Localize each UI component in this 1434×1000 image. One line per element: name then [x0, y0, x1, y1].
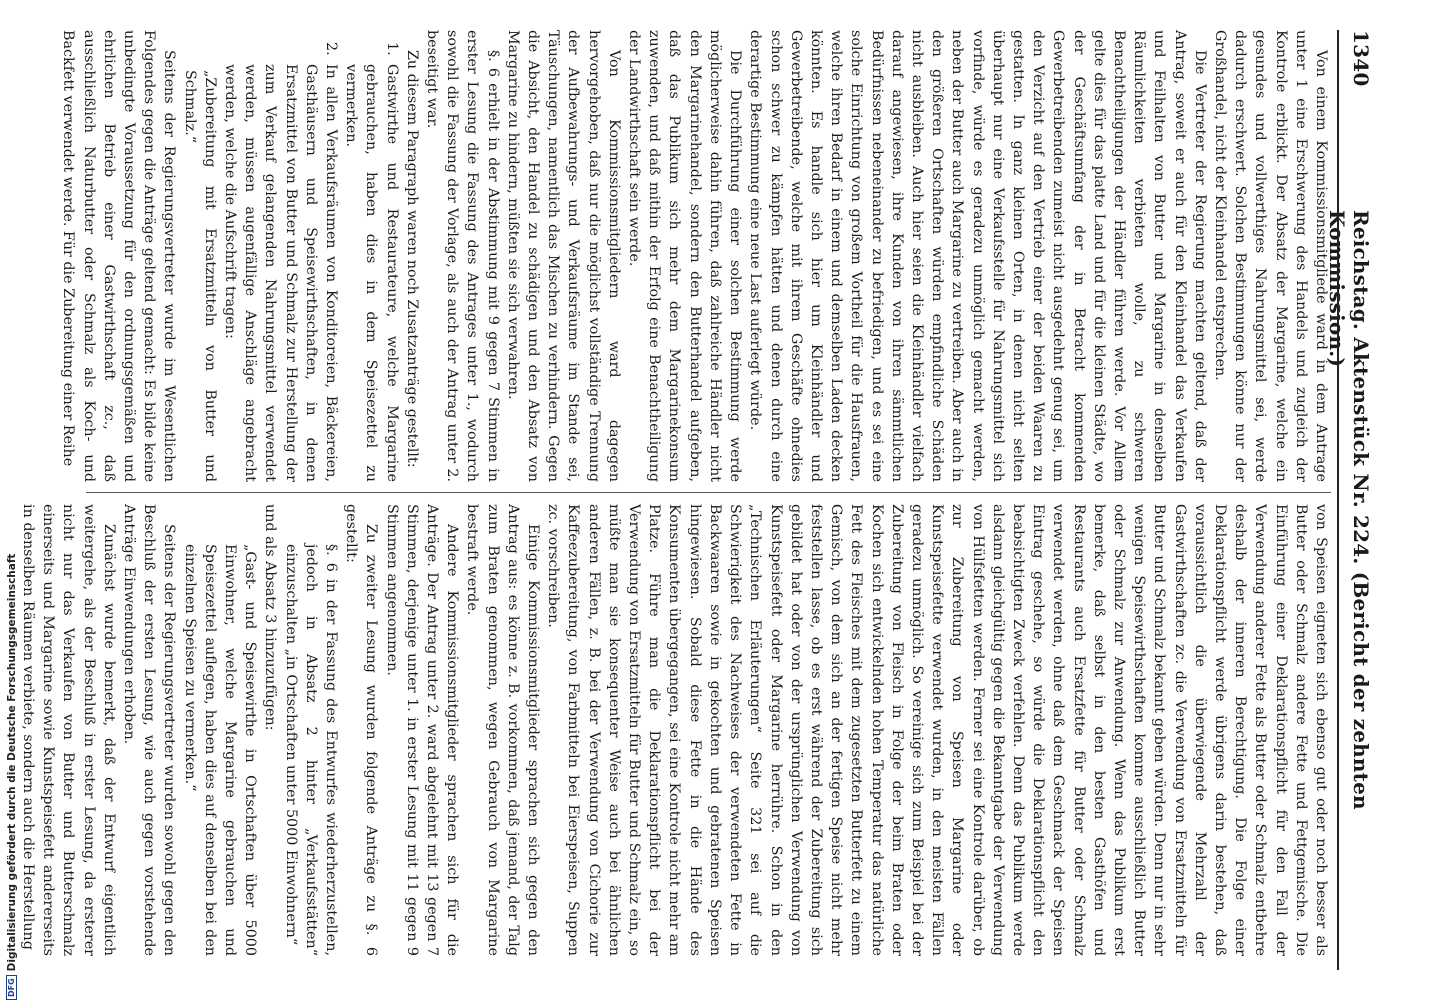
column-divider [86, 492, 1331, 493]
paragraph: §. 6 erhielt in der Abstimmung mit 9 gegen 7 Stimmen in erster Lesung die Fassung des Antrages unter 1., wodurch sowohl die Fassung der Vorlage, als auch der Antrag unter 2. beseitigt war. [424, 30, 501, 482]
footer-text: Digitalisierung gefördert durch die Deutsche Forschungsgemeinschaft [6, 553, 18, 972]
paragraph: Von einem Kommissionsmitgliede ward in dem Antrage unter 1 eine Erschwerung des Handels und zugleich der Kontrole erblickt. Der Absatz der Margarine, welche ein gesundes und vollwerthiges Nahrungsmittel sei, werde dadurch erschwert. Solchen Bestimmungen könne nur der Großhandel, nicht der Kleinhandel entsprechen. [1211, 30, 1329, 482]
paragraph: Seitens der Regierungsvertreter wurde im Wesentlichen Folgendes gegen die Anträge geltend gemacht: Es bilde keine unbedingte Voraussetzung für den ordnungsgemäßen und ehrlichen Betrieb einer Gastwirthschaft zc., daß ausschließlich Naturbutter oder Schmalz als Koch- und Backfett verwendet werde. Für die Zubereitung einer Reihe [60, 30, 178, 482]
paragraph: Zunächst wurde bemerkt, daß der Entwurf eigentlich weitergehe, als der Beschluß in erster Lesung, da ersterer nicht nur das Verkaufen von Butter und Butterschmalz einerseits und Margarine sowie Kunstspeisefett andererseits in denselben Räumen verbiete, sondern auch die Herstellung [20, 504, 117, 956]
list-item-text: In allen Verkaufsräumen von Konditoreien, Bäckereien, Gasthäusern und Speisewirthschaften, in denen Ersatzmittel von Butter und Schmalz zur Herstellung der zum Verkauf gelangenden Nahrungsmittel verwendet werden, müssen augenfällige Anschläge angebracht werden, welche die Aufschrift tragen: [222, 64, 340, 482]
paragraph: von Speisen eigneten sich ebenso gut oder noch besser als Butter oder Schmalz andere Fette und Fettgemische. Die Einführung einer Deklarationspflicht für den Fall der Verwendung anderer Fette als Butter oder Schmalz entbehre deshalb der inneren Berechtigung. Die Folge einer Deklarationspflicht werde übrigens darin bestehen, daß voraussichtlich die überwiegende Mehrzahl der Gastwirthschaften zc. die Verwendung von Ersatzmitteln für Butter und Schmalz bekannt geben würden. Denn nur in sehr wenigen Speisewirthschaften komme ausschließlich Butter oder Schmalz zur Anwendung. Wenn das Publikum erst bemerke, daß selbst in den besten Gasthöfen und Restaurants auch Ersatzfette für Butter oder Schmalz verwendet werden, ohne daß dem Geschmack der Speisen Eintrag geschehe, so würde die Deklarationspflicht den beabsichtigten Zweck verfehlen. Denn das Publikum werde alsdann gleichgültig gegen die Bekanntgabe der Verwendung von Hülfsfetten werden. Ferner sei eine Kontrole darüber, ob zur Zubereitung von Speisen Margarine oder Kunstspeisefette verwendet wurden, in den meisten Fällen geradezu unmöglich. So vereinige sich zum Beispiel bei der Zubereitung von Fleisch in Folge der beim Braten oder Kochen sich entwickelnden hohen Temperatur das natürliche Fett des Fleisches mit dem zugesetzten Butterfett zu einem Gemisch, von dem sich an der fertigen Speise nicht mehr feststellen lasse, ob es erst während der Zubereitung sich gebildet hat oder von der ursprünglichen Verwendung von Kunstspeisefett oder Margarine herrühre. Schon in den „Technischen Erläuterungen“ Seite 321 sei auf die Schwierigkeit des Nachweises der verwendeten Fette in Backwaaren sowie in gekochten und gebratenen Speisen hingewiesen. Sobald diese Fette in die Hände des Konsumenten übergegangen, sei eine Kontrole nicht mehr am Platze. Führe man die Deklarationspflicht bei der Verwendung von Ersatzmitteln für Butter und Schmalz ein, so müßte man sie konsequenter Weise auch bei ähnlichen anderen Fällen, z. B. bei der Verwendung von Cichorie zur Kaffeezubereitung, von Farbmitteln bei Eierspeisen, Suppen zc. vorschreiben. [545, 504, 1329, 956]
list-item-text: Gastwirthe und Restaurateure, welche Margarine gebrauchen, haben dies in dem Speisezettel zu vermerken. [343, 64, 400, 482]
paragraph: Zu diesem Paragraph waren noch Zusatzanträge gestellt: [403, 50, 420, 468]
paragraph: „Gast- und Speisewirthe in Ortschaften über 5000 Einwohner, welche Margarine gebrauchen und Speisezettel auflegen, haben dies auf denselben bei den einzelnen Speisen zu vermerken.“ [181, 544, 259, 956]
paragraph: und als Absatz 3 hinzuzufügen: [262, 504, 279, 731]
list-number: 2. [323, 42, 340, 56]
left-text-column [60, 30, 1331, 482]
page-title: Reichstag. Aktenstück Nr. 224. (Bericht der zehnten Kommission.) [1325, 210, 1373, 810]
page-header [1325, 30, 1375, 970]
paragraph: Zu zweiter Lesung wurden folgende Anträge zu §. 6 gestellt: [343, 504, 380, 956]
paragraph: Die Durchführung einer solchen Bestimmung werde möglicherweise dahin führen, daß zahlreiche Händler nicht den Margarinehandel, sondern den Butterhandel aufgeben, daß das Publikum sich mehr dem Margarinekonsum zuwenden, und daß mithin der Erfolg eine Benachtheiligung der Landwirthschaft sein werde. [626, 30, 744, 482]
paragraph: §. 6 in der Fassung des Entwurfes wiederherzustellen, jedoch in Absatz 2 hinter „Verkaufsstätten“ einzuschalten „in Ortschaften unter 5000 Einwohnern“ [282, 544, 340, 956]
right-text-column [20, 504, 1331, 956]
paragraph: Seitens der Regierungsvertreter wurden sowohl gegen den Beschluß der ersten Lesung, wie auch gegen vorstehende Anträge Einwendungen erhoben. [121, 504, 178, 956]
paragraph: Einige Kommissionsmitglieder sprachen sich gegen den Antrag aus: es könne z. B. vorkommen, daß jemand, der Talg zum Braten genommen, wegen Gebrauch von Margarine bestraft werde. [464, 504, 542, 956]
paragraph [220, 30, 341, 482]
paragraph: Von Kommissionsmitgliedern ward dagegen hervorgehoben, daß nur die möglichst vollständige Trennung der Aufbewahrungs- und Verkaufsräume im Stande sei, Täuschungen, namentlich das Mischen zu verhindern. Gegen die Absicht, den Handel zu schädigen und den Absatz von Margarine zu hindern, müßten sie sich verwahren. [504, 30, 622, 482]
paragraph [341, 30, 402, 482]
digitization-footer [6, 10, 22, 1000]
header-rule [1337, 30, 1339, 970]
dfg-logo: DFG [6, 975, 17, 1000]
page-number: 1340 [1349, 30, 1373, 87]
paragraph: „Zubereitung mit Ersatzmitteln von Butter und Schmalz.“ [181, 70, 218, 482]
list-number: 1. [383, 42, 400, 56]
paragraph: Andere Kommissionsmitglieder sprachen sich für die Anträge. Der Antrag unter 2. ward abgelehnt mit 13 gegen 7 Stimmen, derjenige unter 1. in erster Lesung mit 11 gegen 9 Stimmen angenommen. [383, 504, 461, 956]
paragraph: Die Vertreter der Regierung machten geltend, daß der Antrag, soweit er auch für den Kleinhandel das Verkaufen und Feilhalten von Butter und Margarine in denselben Räumlichkeiten verbieten wolle, zu schweren Benachtheiligungen der Händler führen werde. Vor Allem gelte dies für das platte Land und für die kleinen Städte, wo der Geschäftsumfang der in Betracht kommenden Gewerbetreibenden zumeist nicht ausgedehnt genug sei, um den Verzicht auf den Vertrieb einer der beiden Waaren zu gestatten. In ganz kleinen Orten, in denen nicht selten überhaupt nur eine Verkaufsstelle für Nahrungsmittel sich vorfinde, würde es geradezu unmöglich gemacht werden, neben der Butter auch Margarine zu vertreiben. Aber auch in den größeren Ortschaften würden empfindliche Schäden nicht ausbleiben. Auch hier seien die Kleinhändler vielfach darauf angewiesen, ihre Kunden von ihren sämmtlichen Bedürfnissen nebeneinander zu befriedigen, und es sei eine solche Einrichtung von großem Vortheil für die Hausfrauen, welche ihren Bedarf in einem und demselben Laden decken könnten. Es handle sich hier um Kleinhändler und Gewerbetreibende, welche mit ihrem Geschäfte ohnedies schon schwer zu kämpfen hätten und denen durch eine derartige Bestimmung eine neue Last auferlegt würde. [747, 30, 1208, 482]
rotated-page [20, 30, 1375, 970]
